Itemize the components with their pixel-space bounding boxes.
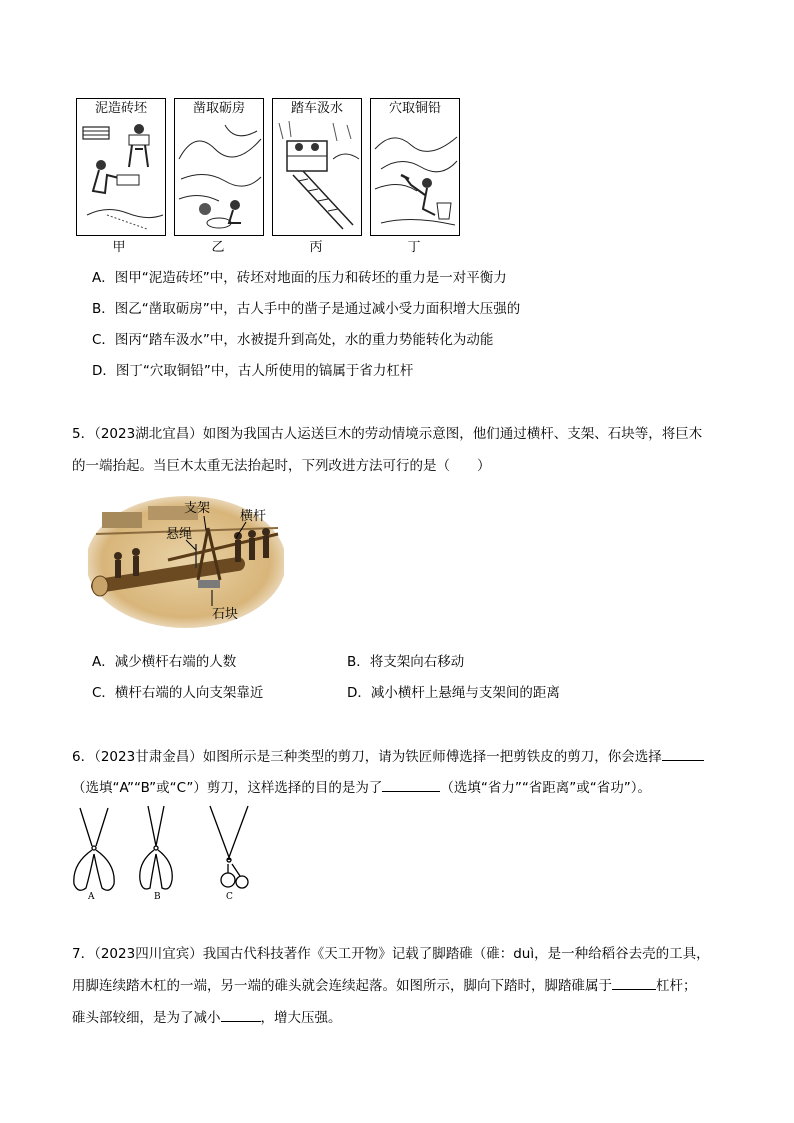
label-stone: 石块 (212, 607, 239, 622)
q6-text: 6．（2023甘肃金昌）如图所示是三种类型的剪刀，请为铁匠师傅选择一把剪铁皮的剪刀，你会选择 (72, 749, 662, 765)
answer-blank (612, 975, 656, 990)
option-b: B．图乙“凿取砺房”中，古人手中的凿子是通过减小受力面积增大压强的 (92, 301, 521, 317)
option-c: C．图丙“踏车汲水”中，水被提升到高处，水的重力势能转化为动能 (92, 332, 494, 348)
q7-text: 用脚连续踏木杠的一端，另一端的碓头就会连续起落。如图所示，脚向下踏时，脚踏碓属于 (72, 978, 612, 994)
giant-log-illustration (88, 494, 284, 628)
option-c: C．横杆右端的人向支架靠近 (92, 685, 264, 701)
water-treadmill-illustration (273, 119, 361, 235)
panel-title: 踏车汲水 (290, 101, 343, 116)
q6-text: （选填“A”“B”或“C”）剪刀，这样选择的目的是为了 (72, 780, 383, 796)
brick-making-illustration (77, 119, 165, 235)
answer-blank (382, 777, 440, 792)
q7-text: 碓头部较细，是为了减小 (72, 1010, 221, 1026)
panel-caption: 丁 (407, 240, 421, 255)
q7-stem-line1: 7．（2023四川宜宾）我国古代科技著作《天工开物》记载了脚踏碓（碓：duì，是一种给稻谷去壳的工具， (72, 946, 710, 962)
label-crossbar: 横杆 (240, 509, 267, 524)
option-d: D．图丁“穴取铜铅”中，古人所使用的镐属于省力杠杆 (92, 363, 414, 379)
q6-stem-line2 (72, 777, 651, 798)
q7-stem-line3 (72, 1007, 342, 1028)
answer-blank (662, 746, 704, 761)
scissors-illustration (68, 804, 268, 906)
option-d: D．减小横杆上悬绳与支架间的距离 (347, 685, 560, 701)
panel-title: 凿取砺房 (192, 101, 245, 116)
panel-ding (370, 98, 460, 236)
q7-text: 杠杆； (656, 978, 697, 994)
label-support: 支架 (184, 501, 211, 516)
option-b: B．将支架向右移动 (347, 654, 465, 670)
panel-caption: 乙 (211, 240, 225, 255)
q7-stem-line2 (72, 975, 697, 996)
copper-mining-illustration (371, 119, 459, 235)
scissors-label-b: B (154, 892, 161, 902)
answer-blank (221, 1007, 261, 1022)
panel-jia (76, 98, 166, 236)
q7-text: ，增大压强。 (260, 1010, 342, 1026)
panel-title: 泥造砖坯 (94, 101, 147, 116)
scissors-label-a: A (88, 892, 95, 902)
panel-caption: 丙 (309, 240, 323, 255)
panel-title: 穴取铜铅 (388, 101, 441, 116)
panel-yi (174, 98, 264, 236)
q5-stem-line2: 的一端抬起。当巨木太重无法抬起时，下列改进方法可行的是（ ） (72, 458, 491, 474)
label-rope: 悬绳 (166, 527, 193, 542)
option-a: A．图甲“泥造砖坯”中，砖坯对地面的压力和砖坯的重力是一对平衡力 (92, 270, 507, 286)
option-a: A．减少横杆右端的人数 (92, 654, 237, 670)
oyster-chiseling-illustration (175, 119, 263, 235)
panel-bing (272, 98, 362, 236)
q6-stem-line1 (72, 746, 704, 767)
q5-stem-line1: 5．（2023湖北宜昌）如图为我国古人运送巨木的劳动情境示意图，他们通过横杆、支架、石块等，将巨木 (72, 426, 703, 442)
panel-caption: 甲 (112, 240, 126, 255)
q6-text: （选填“省力”“省距离”或“省功”）。 (440, 780, 652, 796)
scissors-label-c: C (226, 892, 233, 902)
